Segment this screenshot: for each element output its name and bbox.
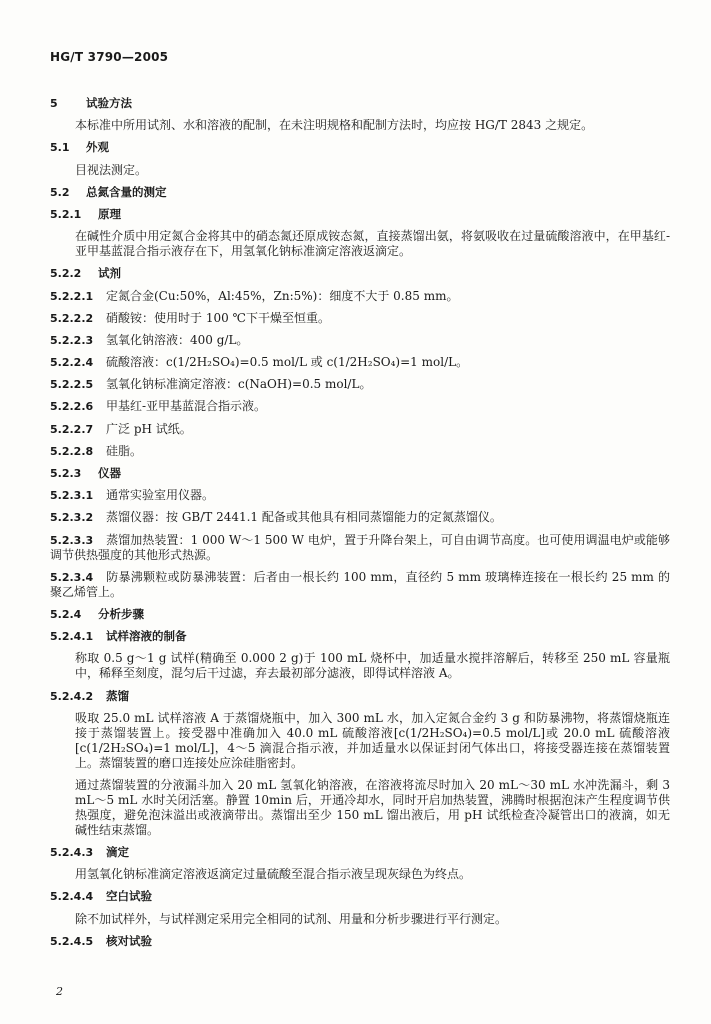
section-number: 5.2.2.2 — [50, 311, 94, 325]
line-text: 防暴沸颗粒或防暴沸装置：后者由一根长约 100 mm，直径约 5 mm 玻璃棒连接在一根长约 25 mm 的聚乙烯管上。 — [50, 569, 670, 599]
paragraph-line — [50, 163, 670, 178]
line-text: 硝酸铵：使用时于 100 ℃下干燥至恒重。 — [106, 310, 330, 325]
standard-number: HG/T 3790—2005 — [50, 50, 169, 64]
section-heading — [50, 466, 670, 481]
paragraph-line — [50, 118, 670, 133]
line-text: 目视法测定。 — [75, 162, 148, 177]
paragraph-line — [50, 289, 670, 304]
section-number: 5.2.2.5 — [50, 378, 94, 392]
section-number: 5.2.3.4 — [50, 570, 94, 584]
paragraph-line — [50, 229, 670, 259]
line-text: 用氢氧化钠标准滴定溶液返滴定过量硫酸至混合指示液呈现灰绿色为终点。 — [75, 867, 472, 882]
section-number: 5.2.4.4 — [50, 890, 94, 904]
section-number: 5.2.2.7 — [50, 422, 94, 436]
section-number: 5.2.2.1 — [50, 289, 94, 303]
heading-text: 总氮含量的测定 — [86, 184, 167, 199]
section-heading — [50, 629, 670, 644]
document-body — [50, 96, 670, 956]
line-text: 吸取 25.0 mL 试样溶液 A 于蒸馏烧瓶中，加入 300 mL 水，加入定氮合金约 3 g 和防暴沸物，将蒸馏烧瓶连接于蒸馏装置上。接受器中准确加入 40.0 mL 硫酸溶液[c(1/2H₂SO₄)=0.5 mol/L]或 20.0 mL 硫酸溶液[c(1/2H₂SO₄)=1 mol/L]，4～5 滴混合指示液，并加适量水以保证封闭气体出口，将接受器连接在蒸馏装置上。蒸馏装置的磨口连接处应涂硅脂密封。 — [75, 710, 670, 770]
section-heading — [50, 207, 670, 222]
line-text: 甲基红-亚甲基蓝混合指示液。 — [106, 399, 267, 414]
section-number: 5.2 — [50, 185, 70, 199]
heading-text: 空白试验 — [106, 889, 152, 904]
paragraph-line — [50, 778, 670, 838]
heading-text: 原理 — [98, 206, 121, 221]
section-heading — [50, 607, 670, 622]
section-number: 5.2.4.3 — [50, 846, 94, 860]
paragraph-line — [50, 488, 670, 503]
line-text: 硫酸溶液：c(1/2H₂SO₄)=0.5 mol/L 或 c(1/2H₂SO₄)=1 mol/L。 — [106, 355, 469, 370]
heading-text: 仪器 — [98, 466, 121, 480]
section-heading — [50, 889, 670, 904]
paragraph-line — [50, 651, 670, 681]
section-number: 5.2.4.1 — [50, 630, 94, 644]
paragraph-line — [50, 311, 670, 326]
paragraph-line — [50, 510, 670, 525]
line-text: 定氮合金(Cu:50%，Al:45%，Zn:5%)：细度不大于 0.85 mm。 — [106, 288, 459, 303]
line-text: 氢氧化钠溶液：400 g/L。 — [106, 332, 249, 347]
line-text: 称取 0.5 g～1 g 试样(精确至 0.000 2 g)于 100 mL 烧杯中，加适量水搅拌溶解后，转移至 250 mL 容量瓶中，稀释至刻度，混匀后干过滤，弃去最初部分滤液，即得试样溶液 A。 — [75, 651, 670, 681]
section-number: 5.2.3 — [50, 467, 82, 480]
section-heading — [50, 96, 670, 111]
page-number: 2 — [56, 985, 63, 998]
section-number: 5 — [50, 97, 58, 110]
section-number: 5.2.2.4 — [50, 356, 94, 370]
line-text: 硅脂。 — [106, 443, 143, 458]
paragraph-line — [50, 399, 670, 414]
line-text: 通过蒸馏装置的分液漏斗加入 20 mL 氢氧化钠溶液，在溶液将流尽时加入 20 mL～30 mL 水冲洗漏斗，剩 3 mL～5 mL 水时关闭活塞。静置 10min 后，开通冷却水，同时开启加热装置，沸腾时根据泡沫产生程度调节供热强度，避免泡沫溢出或液滴带出。蒸馏出至少 150 mL 馏出液后，用 pH 试纸检查冷凝管出口的液滴，如无碱性结束蒸馏。 — [75, 777, 670, 837]
section-number: 5.2.4.5 — [50, 934, 94, 948]
section-number: 5.2.1 — [50, 207, 82, 221]
paragraph-line — [50, 377, 670, 392]
section-number: 5.2.2.6 — [50, 400, 94, 414]
heading-text: 滴定 — [106, 845, 129, 860]
heading-text: 试样溶液的制备 — [106, 629, 187, 644]
section-number: 5.2.2.8 — [50, 444, 94, 458]
section-number: 5.2.3.3 — [50, 533, 94, 547]
heading-text: 核对试验 — [106, 933, 152, 948]
line-text: 广泛 pH 试纸。 — [106, 421, 192, 436]
paragraph-line — [50, 867, 670, 882]
section-number: 5.2.3.2 — [50, 511, 94, 525]
paragraph-line — [50, 533, 670, 563]
line-text: 本标准中所用试剂、水和溶液的配制，在未注明规格和配制方法时，均应按 HG/T 2843 之规定。 — [75, 118, 594, 133]
heading-text: 外观 — [86, 140, 109, 155]
heading-text: 试验方法 — [86, 96, 132, 110]
section-number: 5.2.4 — [50, 607, 82, 621]
section-heading — [50, 140, 670, 155]
line-text: 氢氧化钠标准滴定溶液：c(NaOH)=0.5 mol/L。 — [106, 377, 372, 392]
heading-text: 分析步骤 — [98, 606, 144, 621]
line-text: 蒸馏仪器：按 GB/T 2441.1 配备或其他具有相同蒸馏能力的定氮蒸馏仪。 — [106, 510, 502, 525]
section-number: 5.2.4.2 — [50, 689, 94, 703]
heading-text: 试剂 — [98, 266, 121, 281]
paragraph-line — [50, 912, 670, 927]
line-text: 在碱性介质中用定氮合金将其中的硝态氮还原成铵态氮，直接蒸馏出氨，将氨吸收在过量硫酸溶液中，在甲基红-亚甲基蓝混合指示液存在下，用氢氧化钠标准滴定溶液返滴定。 — [75, 229, 670, 259]
section-number: 5.2.3.1 — [50, 489, 94, 503]
line-text: 除不加试样外，与试样测定采用完全相同的试剂、用量和分析步骤进行平行测定。 — [75, 911, 508, 926]
section-heading — [50, 185, 670, 200]
line-text: 通常实验室用仪器。 — [106, 488, 215, 503]
paragraph-line — [50, 355, 670, 370]
section-number: 5.2.2 — [50, 267, 82, 281]
section-heading — [50, 934, 670, 949]
heading-text: 蒸馏 — [106, 688, 129, 703]
paragraph-line — [50, 711, 670, 771]
section-heading — [50, 266, 670, 281]
paragraph-line — [50, 444, 670, 459]
paragraph-line — [50, 422, 670, 437]
section-heading — [50, 689, 670, 704]
paragraph-line — [50, 333, 670, 348]
paragraph-line — [50, 570, 670, 600]
section-heading — [50, 845, 670, 860]
section-number: 5.1 — [50, 141, 70, 155]
section-number: 5.2.2.3 — [50, 333, 94, 347]
line-text: 蒸馏加热装置：1 000 W～1 500 W 电炉，置于升降台架上，可自由调节高度。也可使用调温电炉或能够调节供热强度的其他形式热源。 — [50, 532, 670, 562]
